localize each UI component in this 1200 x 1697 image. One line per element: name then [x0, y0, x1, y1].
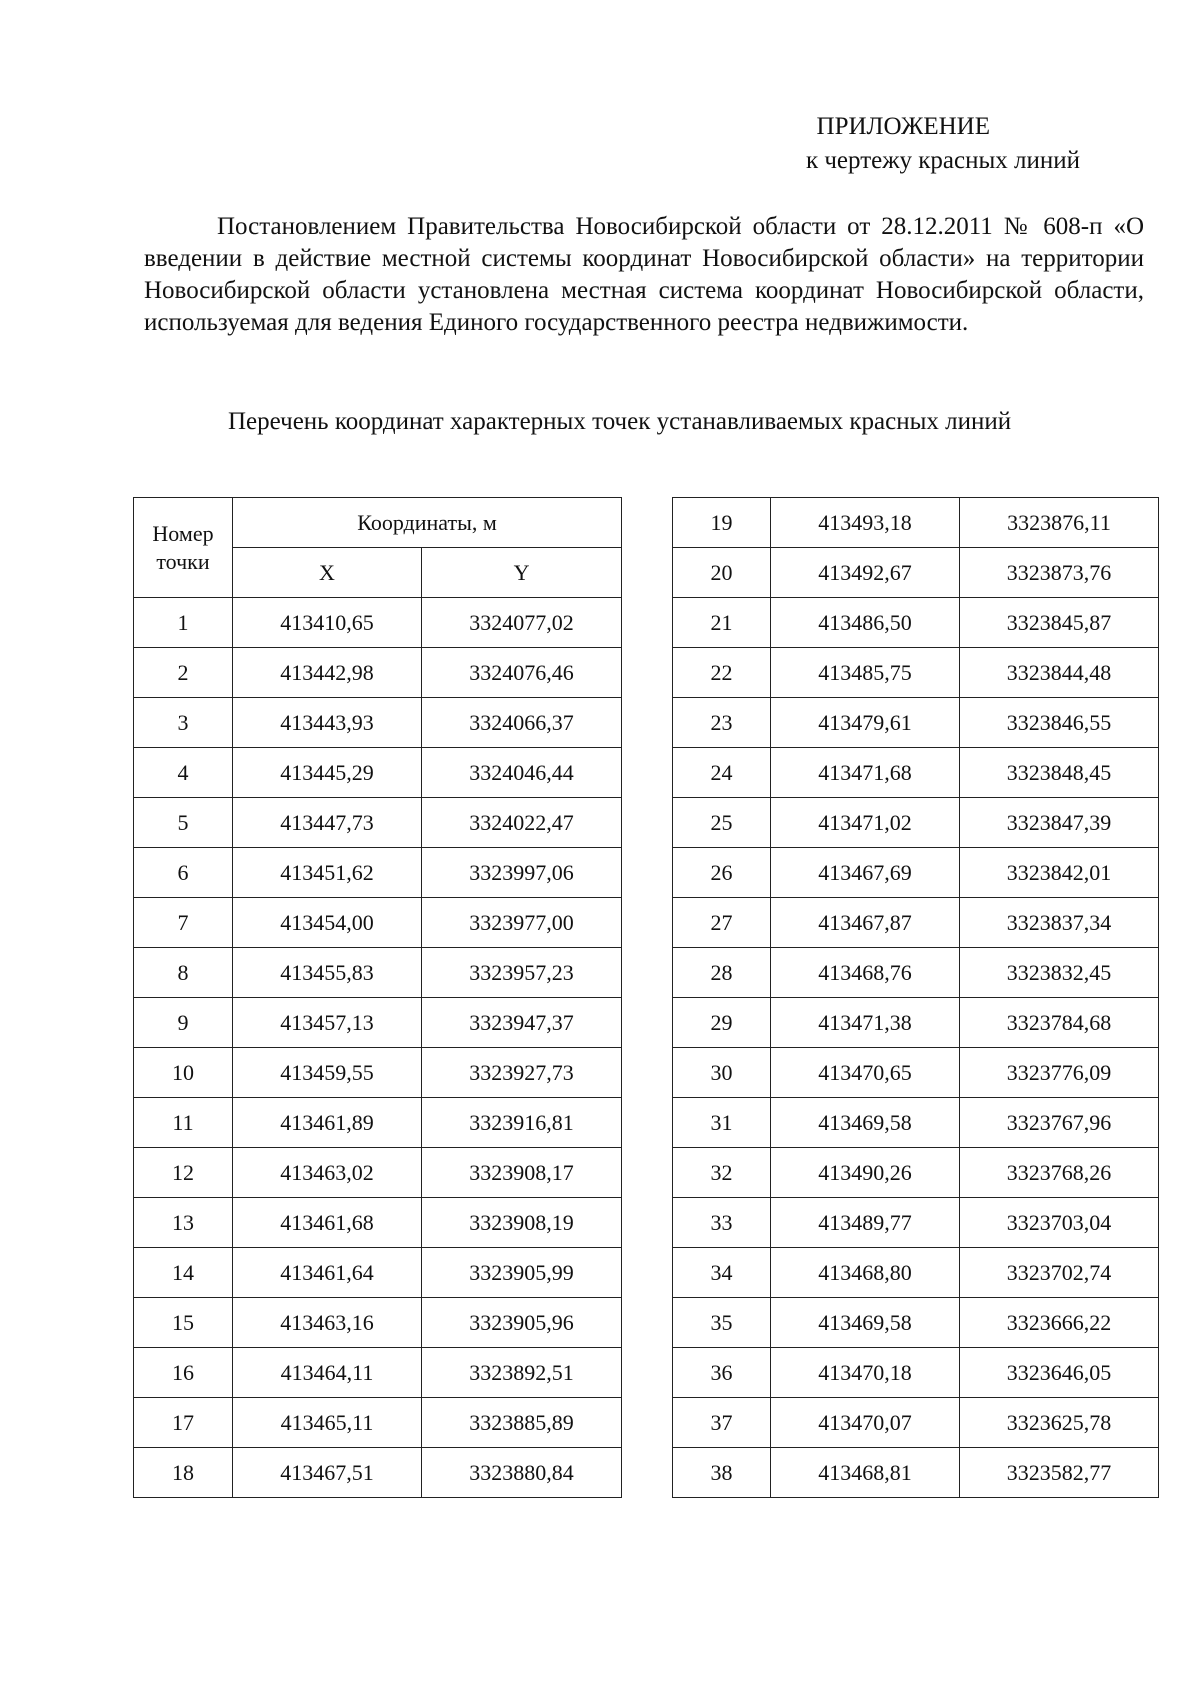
- table-row: [673, 1048, 1159, 1098]
- y-coordinate-cell: 3323666,22: [960, 1298, 1159, 1348]
- point-number-cell: 19: [673, 498, 771, 548]
- coordinates-table-right: [672, 497, 1159, 1498]
- x-coordinate-cell: 413467,87: [771, 898, 960, 948]
- y-coordinate-cell: 3323876,11: [960, 498, 1159, 548]
- y-coordinate-cell: 3323703,04: [960, 1198, 1159, 1248]
- y-coordinate-cell: 3323947,37: [422, 998, 622, 1048]
- coordinates-table-left: [133, 497, 622, 1498]
- x-header: X: [233, 548, 422, 598]
- x-coordinate-cell: 413457,13: [233, 998, 422, 1048]
- point-number-cell: 2: [134, 648, 233, 698]
- y-coordinate-cell: 3323908,17: [422, 1148, 622, 1198]
- y-coordinate-cell: 3323646,05: [960, 1348, 1159, 1398]
- point-number-cell: 33: [673, 1198, 771, 1248]
- y-coordinate-cell: 3323916,81: [422, 1098, 622, 1148]
- table-row: [134, 748, 622, 798]
- point-number-cell: 14: [134, 1248, 233, 1298]
- table-row: [134, 1098, 622, 1148]
- table-row: [134, 1248, 622, 1298]
- point-number-cell: 28: [673, 948, 771, 998]
- table-row: [134, 648, 622, 698]
- table-row: [134, 1198, 622, 1248]
- y-coordinate-cell: 3323767,96: [960, 1098, 1159, 1148]
- y-coordinate-cell: 3323582,77: [960, 1448, 1159, 1498]
- point-number-cell: 25: [673, 798, 771, 848]
- point-number-cell: 36: [673, 1348, 771, 1398]
- point-number-cell: 26: [673, 848, 771, 898]
- x-coordinate-cell: 413463,16: [233, 1298, 422, 1348]
- x-coordinate-cell: 413447,73: [233, 798, 422, 848]
- y-coordinate-cell: 3324066,37: [422, 698, 622, 748]
- point-number-header-line1: Номер: [152, 520, 214, 546]
- y-coordinate-cell: 3323847,39: [960, 798, 1159, 848]
- point-number-cell: 18: [134, 1448, 233, 1498]
- x-coordinate-cell: 413461,89: [233, 1098, 422, 1148]
- x-coordinate-cell: 413451,62: [233, 848, 422, 898]
- y-coordinate-cell: 3323905,96: [422, 1298, 622, 1348]
- y-coordinate-cell: 3323873,76: [960, 548, 1159, 598]
- appendix-subtitle: к чертежу красных линий: [805, 147, 1080, 174]
- point-number-cell: 29: [673, 998, 771, 1048]
- point-number-cell: 6: [134, 848, 233, 898]
- point-number-cell: 31: [673, 1098, 771, 1148]
- y-coordinate-cell: 3323885,89: [422, 1398, 622, 1448]
- x-coordinate-cell: 413461,68: [233, 1198, 422, 1248]
- point-number-cell: 37: [673, 1398, 771, 1448]
- y-coordinate-cell: 3323784,68: [960, 998, 1159, 1048]
- table-row: [134, 1298, 622, 1348]
- table-row: [673, 548, 1159, 598]
- y-coordinate-cell: 3323832,45: [960, 948, 1159, 998]
- table-row: [134, 998, 622, 1048]
- point-number-cell: 10: [134, 1048, 233, 1098]
- point-number-cell: 34: [673, 1248, 771, 1298]
- x-coordinate-cell: 413492,67: [771, 548, 960, 598]
- table-row: [673, 798, 1159, 848]
- point-number-header-line2: точки: [156, 548, 210, 574]
- point-number-cell: 20: [673, 548, 771, 598]
- y-coordinate-cell: 3323846,55: [960, 698, 1159, 748]
- point-number-cell: 21: [673, 598, 771, 648]
- x-coordinate-cell: 413442,98: [233, 648, 422, 698]
- y-coordinate-cell: 3324076,46: [422, 648, 622, 698]
- y-coordinate-cell: 3323844,48: [960, 648, 1159, 698]
- y-coordinate-cell: 3323776,09: [960, 1048, 1159, 1098]
- y-coordinate-cell: 3323848,45: [960, 748, 1159, 798]
- table-row: [134, 1448, 622, 1498]
- point-number-cell: 30: [673, 1048, 771, 1098]
- y-header: Y: [422, 548, 622, 598]
- table-row: [134, 948, 622, 998]
- point-number-cell: 17: [134, 1398, 233, 1448]
- table-row: [673, 648, 1159, 698]
- table-row: [134, 848, 622, 898]
- point-number-cell: 16: [134, 1348, 233, 1398]
- y-coordinate-cell: 3323905,99: [422, 1248, 622, 1298]
- point-number-cell: 32: [673, 1148, 771, 1198]
- y-coordinate-cell: 3324077,02: [422, 598, 622, 648]
- coordinates-header: Координаты, м: [233, 498, 622, 548]
- table-row: [134, 598, 622, 648]
- x-coordinate-cell: 413467,69: [771, 848, 960, 898]
- x-coordinate-cell: 413470,18: [771, 1348, 960, 1398]
- point-number-cell: 24: [673, 748, 771, 798]
- y-coordinate-cell: 3323977,00: [422, 898, 622, 948]
- table-row: [134, 1148, 622, 1198]
- y-coordinate-cell: 3323927,73: [422, 1048, 622, 1098]
- table-row: [673, 998, 1159, 1048]
- y-coordinate-cell: 3323957,23: [422, 948, 622, 998]
- x-coordinate-cell: 413486,50: [771, 598, 960, 648]
- point-number-cell: 13: [134, 1198, 233, 1248]
- table-row: [673, 1248, 1159, 1298]
- x-coordinate-cell: 413470,65: [771, 1048, 960, 1098]
- point-number-cell: 35: [673, 1298, 771, 1348]
- x-coordinate-cell: 413479,61: [771, 698, 960, 748]
- y-coordinate-cell: 3323892,51: [422, 1348, 622, 1398]
- table-row: [673, 1448, 1159, 1498]
- x-coordinate-cell: 413490,26: [771, 1148, 960, 1198]
- y-coordinate-cell: 3323908,19: [422, 1198, 622, 1248]
- table-row: [673, 1348, 1159, 1398]
- point-number-cell: 23: [673, 698, 771, 748]
- y-coordinate-cell: 3323837,34: [960, 898, 1159, 948]
- x-coordinate-cell: 413468,76: [771, 948, 960, 998]
- table-row: [673, 848, 1159, 898]
- x-coordinate-cell: 413468,80: [771, 1248, 960, 1298]
- table-row: [673, 1148, 1159, 1198]
- point-number-cell: 4: [134, 748, 233, 798]
- table-row: [673, 498, 1159, 548]
- point-number-cell: 7: [134, 898, 233, 948]
- x-coordinate-cell: 413493,18: [771, 498, 960, 548]
- x-coordinate-cell: 413489,77: [771, 1198, 960, 1248]
- point-number-cell: 38: [673, 1448, 771, 1498]
- y-coordinate-cell: 3323880,84: [422, 1448, 622, 1498]
- table-row: [134, 798, 622, 848]
- y-coordinate-cell: 3323845,87: [960, 598, 1159, 648]
- table-row: [673, 598, 1159, 648]
- x-coordinate-cell: 413470,07: [771, 1398, 960, 1448]
- point-number-cell: 22: [673, 648, 771, 698]
- point-number-cell: 3: [134, 698, 233, 748]
- table-row: [673, 1198, 1159, 1248]
- point-number-cell: 11: [134, 1098, 233, 1148]
- table-row: [134, 698, 622, 748]
- x-coordinate-cell: 413443,93: [233, 698, 422, 748]
- table-heading: Перечень координат характерных точек устанавливаемых красных линий: [228, 408, 1012, 435]
- x-coordinate-cell: 413445,29: [233, 748, 422, 798]
- x-coordinate-cell: 413459,55: [233, 1048, 422, 1098]
- point-number-cell: 12: [134, 1148, 233, 1198]
- x-coordinate-cell: 413465,11: [233, 1398, 422, 1448]
- table-row: [673, 898, 1159, 948]
- y-coordinate-cell: 3323702,74: [960, 1248, 1159, 1298]
- table-row: [673, 1398, 1159, 1448]
- table-row: [673, 748, 1159, 798]
- table-row: [673, 1098, 1159, 1148]
- table-row: [134, 898, 622, 948]
- intro-paragraph: Постановлением Правительства Новосибирской области от 28.12.2011 № 608-п «О введении в действие местной системы координат Новосибирской области» на территории Новосибирской области установлена местная система координат Новосибирской области, используемая для ведения Единого государственного реестра недвижимости.: [144, 213, 1144, 336]
- point-number-cell: 9: [134, 998, 233, 1048]
- table-row: [673, 698, 1159, 748]
- table-row: [134, 1048, 622, 1098]
- x-coordinate-cell: 413471,68: [771, 748, 960, 798]
- point-number-cell: 5: [134, 798, 233, 848]
- table-row: [134, 1348, 622, 1398]
- x-coordinate-cell: 413461,64: [233, 1248, 422, 1298]
- x-coordinate-cell: 413468,81: [771, 1448, 960, 1498]
- x-coordinate-cell: 413469,58: [771, 1298, 960, 1348]
- y-coordinate-cell: 3324046,44: [422, 748, 622, 798]
- point-number-cell: 15: [134, 1298, 233, 1348]
- x-coordinate-cell: 413454,00: [233, 898, 422, 948]
- x-coordinate-cell: 413471,02: [771, 798, 960, 848]
- x-coordinate-cell: 413471,38: [771, 998, 960, 1048]
- point-number-cell: 27: [673, 898, 771, 948]
- table-row: [134, 1398, 622, 1448]
- y-coordinate-cell: 3324022,47: [422, 798, 622, 848]
- point-number-cell: 8: [134, 948, 233, 998]
- x-coordinate-cell: 413464,11: [233, 1348, 422, 1398]
- x-coordinate-cell: 413410,65: [233, 598, 422, 648]
- x-coordinate-cell: 413485,75: [771, 648, 960, 698]
- point-number-header: [134, 498, 233, 598]
- appendix-title: ПРИЛОЖЕНИЕ: [816, 113, 990, 140]
- x-coordinate-cell: 413455,83: [233, 948, 422, 998]
- point-number-cell: 1: [134, 598, 233, 648]
- y-coordinate-cell: 3323842,01: [960, 848, 1159, 898]
- y-coordinate-cell: 3323625,78: [960, 1398, 1159, 1448]
- y-coordinate-cell: 3323997,06: [422, 848, 622, 898]
- y-coordinate-cell: 3323768,26: [960, 1148, 1159, 1198]
- x-coordinate-cell: 413467,51: [233, 1448, 422, 1498]
- table-row: [673, 948, 1159, 998]
- x-coordinate-cell: 413463,02: [233, 1148, 422, 1198]
- table-row: [673, 1298, 1159, 1348]
- x-coordinate-cell: 413469,58: [771, 1098, 960, 1148]
